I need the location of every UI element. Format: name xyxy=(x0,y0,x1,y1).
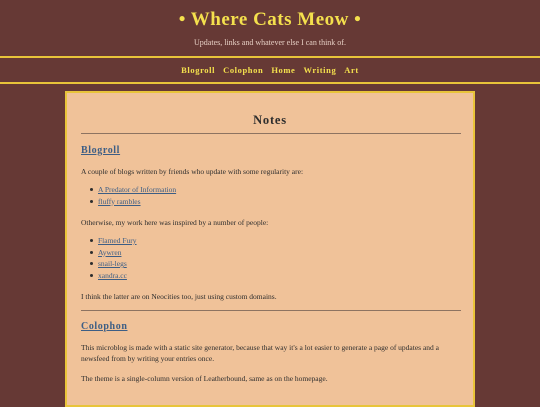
friend-link[interactable]: A Predator of Information xyxy=(98,185,177,194)
list-item xyxy=(89,258,137,270)
nav-link-writing[interactable]: Writing xyxy=(303,65,337,75)
list-item xyxy=(89,247,137,259)
main-nav xyxy=(0,56,540,84)
site-tagline: Updates, links and whatever else I can think of. xyxy=(194,38,346,47)
inspiration-link[interactable]: Aywren xyxy=(98,247,122,257)
inspiration-link[interactable]: snail-legs xyxy=(98,259,127,268)
content-panel xyxy=(65,91,475,407)
colophon-paragraph: The theme is a single-column version of Leatherbound, same as on the homepage. xyxy=(81,374,328,383)
list-item xyxy=(89,184,176,196)
inspired-text: Otherwise, my work here was inspired by a number of people: xyxy=(81,218,269,227)
blogroll-intro: A couple of blogs written by friends who update with some regularity are: xyxy=(81,167,304,176)
site-header xyxy=(0,0,540,56)
inspiration-link[interactable]: Flamed Fury xyxy=(98,236,137,245)
list-item xyxy=(89,270,137,282)
nav-link-home[interactable]: Home xyxy=(271,65,296,75)
divider xyxy=(81,133,461,134)
nav-link-art[interactable]: Art xyxy=(344,65,359,75)
inspirations-list xyxy=(89,235,137,281)
list-item xyxy=(89,196,176,208)
nav-link-colophon[interactable]: Colophon xyxy=(223,65,264,75)
colophon-paragraph: This microblog is made with a static site generator, because that way it's a lot easier to generate a page of updates and a newsfeed from by writing your entries once. xyxy=(81,343,440,363)
nav-link-blogroll[interactable]: Blogroll xyxy=(181,65,216,75)
page-title: Notes xyxy=(253,113,287,127)
blogroll-closing: I think the latter are on Neocities too, just using custom domains. xyxy=(81,292,277,301)
inspiration-link[interactable]: xandra.cc xyxy=(98,270,127,280)
site-title: • Where Cats Meow • xyxy=(178,9,362,30)
divider xyxy=(81,310,461,311)
blogroll-heading[interactable]: Blogroll xyxy=(81,145,121,156)
friends-list xyxy=(89,184,176,207)
list-item xyxy=(89,235,137,247)
colophon-heading[interactable]: Colophon xyxy=(81,321,128,332)
friend-link[interactable]: fluffy rambles xyxy=(98,196,141,206)
